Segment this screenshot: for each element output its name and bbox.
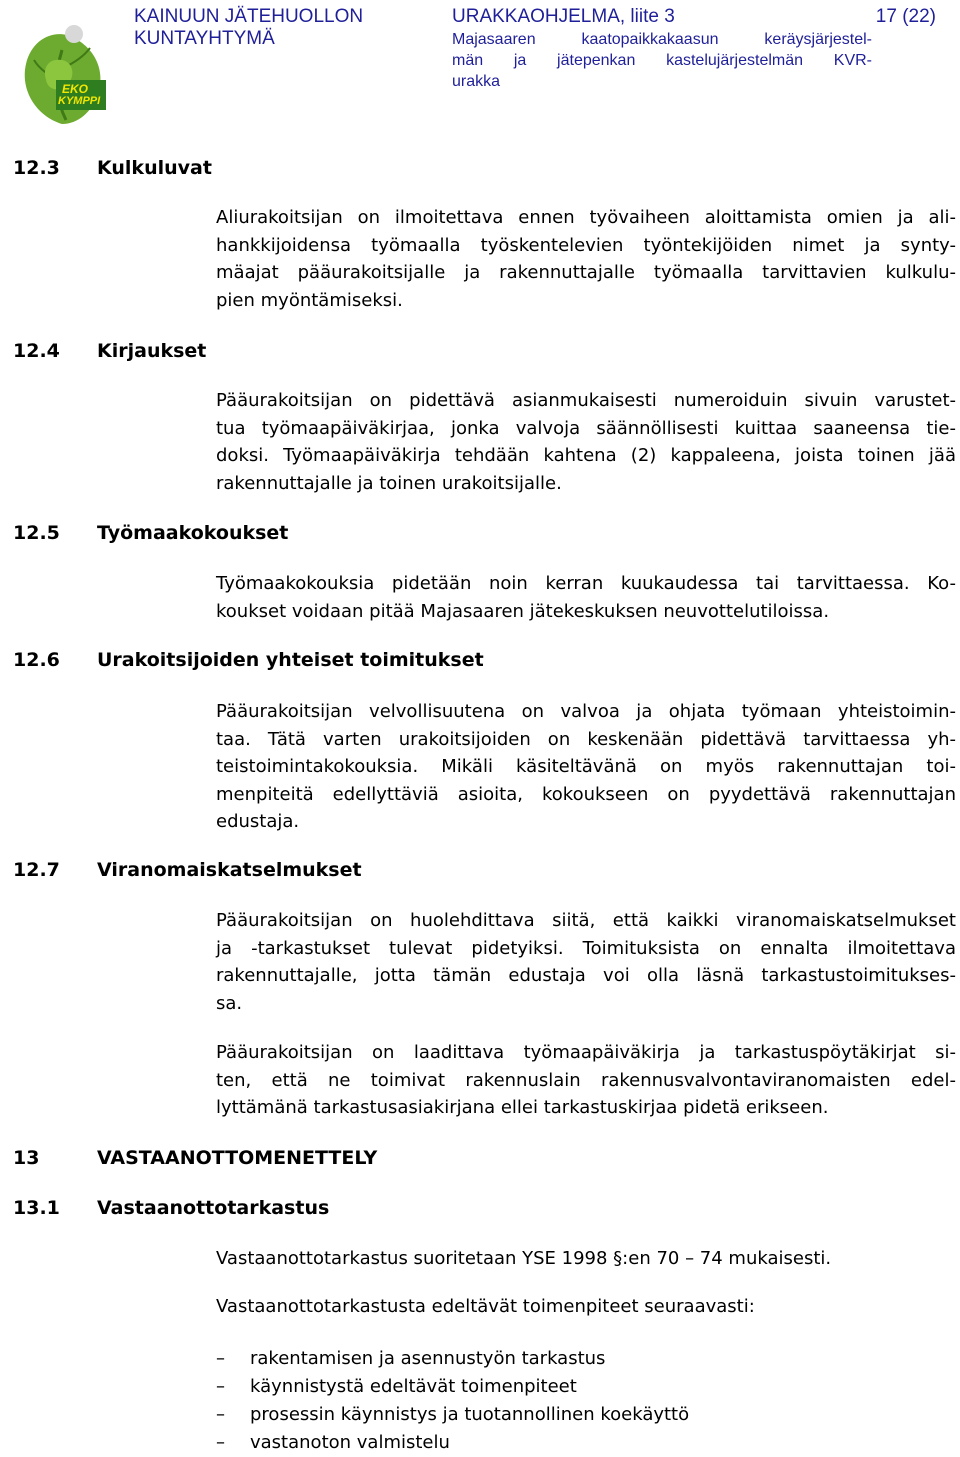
text-line: tua työmaapäiväkirjaa, jonka valvoja säännöllisesti kuittaa saaneensa tie- [216, 417, 956, 439]
heading-number: 13.1 [13, 1197, 60, 1219]
heading-12-5 [13, 522, 288, 544]
heading-title: Työmaakokoukset [97, 522, 289, 544]
text-line: Pääurakoitsijan on laadittava työmaapäiväkirja ja tarkastuspöytäkirjat si- [216, 1042, 956, 1063]
org-line-1: KAINUUN JÄTEHUOLLON [134, 6, 364, 27]
text-line: ten, että ne toimivat rakennuslain rakennusvalvontaviranomaisten edel- [216, 1069, 956, 1091]
text-line: Pääurakoitsijan on pidettävä asianmukaisesti numeroiduin sivuin varustet- [216, 390, 956, 411]
text-line: Aliurakoitsijan on ilmoitettava ennen työvaiheen aloittamista omien ja ali- [216, 207, 956, 228]
program-title: URAKKAOHJELMA, liite 3 [452, 6, 675, 27]
heading-number: 13 [13, 1147, 40, 1169]
text-line: rakennuttajalle, jotta tämän edustaja voi olla läsnä tarkastustoimitukses- [216, 965, 956, 986]
heading-title: VASTAANOTTOMENETTELY [97, 1147, 378, 1169]
heading-12-3 [13, 157, 212, 179]
project-line: Majasaaren kaatopaikkakaasun keräysjärjestel- [452, 31, 872, 48]
heading-number: 12.4 [13, 340, 60, 362]
ekokymppi-logo [16, 20, 112, 132]
text-line: ja -tarkastukset tulevat pidetyiksi. Toimituksista on ennalta ilmoitettava [216, 937, 956, 959]
list-item: – vastanoton valmistelu [216, 1429, 689, 1457]
project-line: urakka [452, 73, 501, 90]
heading-12-4 [13, 340, 206, 362]
heading-title: Vastaanottotarkastus [97, 1197, 330, 1219]
text-line: Työmaakokouksia pidetään noin kerran kuukaudessa tai tarvittaessa. Ko- [216, 573, 956, 594]
text-line: koukset voidaan pitää Majasaaren jätekeskuksen neuvottelutiloissa. [216, 600, 830, 622]
heading-number: 12.6 [13, 649, 60, 671]
procedure-list [216, 1345, 689, 1457]
text-line: mäajat pääurakoitsijalle ja rakennuttajalle työmaalla tarvittavien kulkulu- [216, 262, 956, 283]
project-line: män ja jätepenkan kastelujärjestelmän KVR- [452, 52, 872, 69]
paragraph-viranomais-1 [216, 907, 956, 1017]
heading-13 [13, 1147, 377, 1169]
text-line: Pääurakoitsijan on huolehdittava siitä, että kaikki viranomaiskatselmukset [216, 910, 956, 931]
heading-title: Kulkuluvat [97, 157, 212, 179]
heading-title: Kirjaukset [97, 340, 207, 362]
text-line: Pääurakoitsijan velvollisuutena on valvoa ja ohjata työmaan yhteistoimin- [216, 701, 956, 722]
text-line: pien myöntämiseksi. [216, 289, 403, 311]
paragraph-kirjaukset [216, 387, 956, 497]
text-line: Vastaanottotarkastus suoritetaan YSE 1998 §:en 70 – 74 mukaisesti. [216, 1248, 832, 1269]
heading-number: 12.3 [13, 157, 60, 179]
paragraph-vastaanotto-1 [216, 1245, 956, 1273]
list-item: – rakentamisen ja asennustyön tarkastus [216, 1345, 689, 1373]
text-line: Vastaanottotarkastusta edeltävät toimenpiteet seuraavasti: [216, 1296, 755, 1317]
page-number: 17 (22) [875, 6, 936, 27]
leaf-logo-icon [16, 20, 112, 132]
text-line: taa. Tätä varten urakoitsijoiden on keskenään pidettävä tarvittaessa yh- [216, 728, 956, 750]
paragraph-yhteiset [216, 698, 956, 836]
text-line: lyttämänä tarkastusasiakirjana ellei tarkastuskirjaa pidetä erikseen. [216, 1097, 829, 1118]
text-line: doksi. Työmaapäiväkirja tehdään kahtena (2) kappaleena, joista toinen jää [216, 445, 956, 466]
paragraph-vastaanotto-2 [216, 1293, 956, 1321]
heading-title: Urakoitsijoiden yhteiset toimitukset [97, 649, 484, 671]
org-line-2: KUNTAYHTYMÄ [134, 28, 275, 49]
logo-text-kymppi: KYMPPI [58, 95, 101, 107]
heading-title: Viranomaiskatselmukset [97, 859, 362, 881]
organization-name [134, 6, 434, 50]
heading-12-7 [13, 859, 362, 881]
heading-number: 12.5 [13, 522, 60, 544]
paragraph-viranomais-2 [216, 1039, 956, 1122]
paragraph-kulkuluvat [216, 204, 956, 314]
text-line: menpiteitä edellyttäviä asioita, kokoukseen on pyydettävä rakennuttajan [216, 783, 956, 805]
list-item: – prosessin käynnistys ja tuotannollinen koekäyttö [216, 1401, 689, 1429]
text-line: hankkijoidensa työmaalla työskentelevien työntekijöiden nimet ja synty- [216, 234, 956, 256]
text-line: rakennuttajalle ja toinen urakoitsijalle. [216, 472, 562, 494]
text-line: teistoimintakokouksia. Mikäli käsiteltävänä on myös rakennuttajan toi- [216, 756, 956, 777]
list-item: – käynnistystä edeltävät toimenpiteet [216, 1373, 689, 1401]
text-line: edustaja. [216, 811, 300, 832]
project-title [452, 29, 872, 92]
text-line: sa. [216, 992, 243, 1014]
paragraph-kokoukset [216, 570, 956, 625]
logo-text-eko: EKO [62, 82, 89, 96]
heading-12-6 [13, 649, 484, 671]
heading-number: 12.7 [13, 859, 60, 881]
heading-13-1 [13, 1197, 329, 1219]
